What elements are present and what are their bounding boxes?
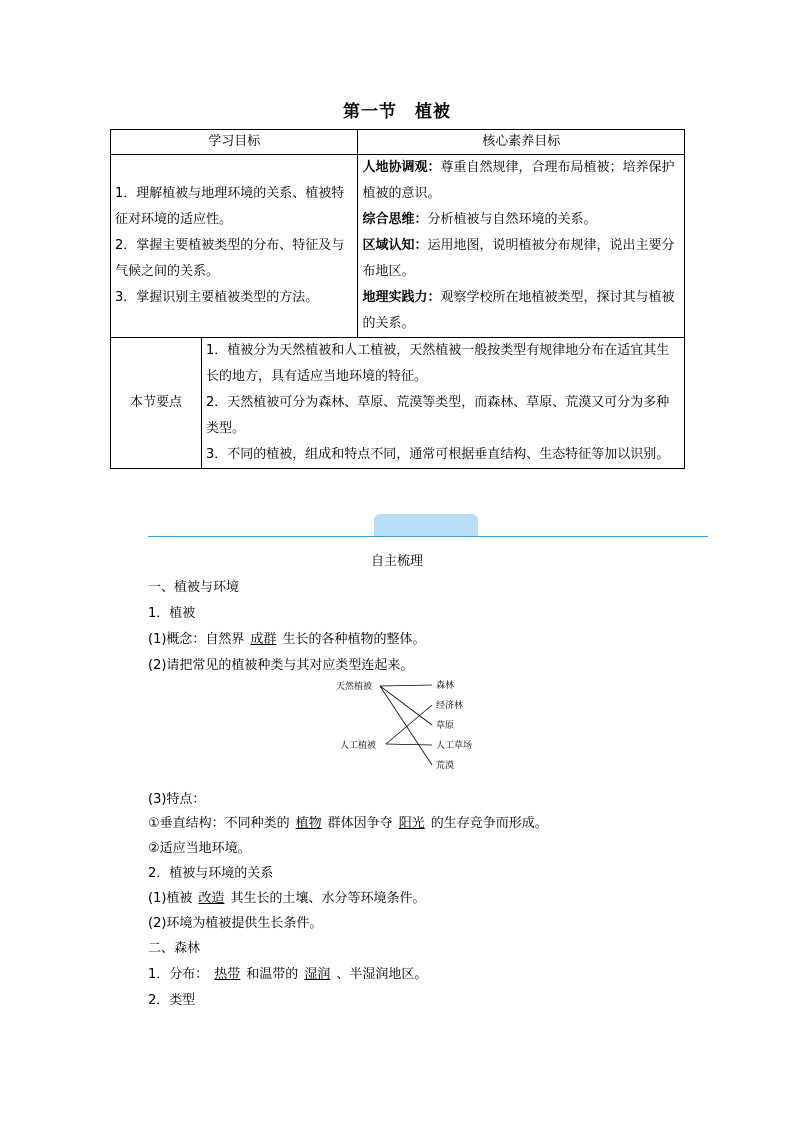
relation-2: (2)环境为植被提供生长条件。 (148, 916, 323, 931)
core-literacy-text: 尊重自然规律，合理布局植被；培养保护植被的意识。 (362, 160, 675, 201)
objectives-table (110, 129, 685, 469)
concept-suffix: 生长的各种植物的整体。 (282, 632, 426, 647)
connector-line (386, 705, 432, 744)
core-literacy-text: 运用地图，说明植被分布规律，说出主要分布地区。 (362, 238, 675, 279)
core-literacy-item (362, 285, 680, 337)
connector-line (386, 744, 432, 745)
fill-blank: 植物 (295, 816, 322, 831)
fill-blank: 阳光 (398, 816, 425, 831)
fill-blank: 成群 (250, 632, 277, 647)
learning-goals-cell (111, 155, 358, 338)
rel1-suffix: 其生长的土壤、水分等环境条件。 (230, 891, 426, 906)
core-literacy-label: 人地协调观： (362, 160, 441, 175)
key-point: 2．天然植被可分为森林、草原、荒漠等类型，而森林、草原、荒漠又可分为多种类型。 (206, 395, 670, 436)
heading-vegetation: 1．植被 (148, 606, 196, 621)
forest-types: 2．类型 (148, 993, 196, 1008)
section-title: 自主梳理 (370, 554, 423, 569)
core-literacy-cell (358, 155, 685, 338)
concept-prefix: (1)概念：自然界 (148, 632, 245, 647)
fill-blank: 热带 (214, 967, 241, 982)
diagram-right-forest: 森林 (436, 681, 455, 691)
core-literacy-item (362, 207, 680, 233)
dist-mid: 和温带的 (246, 967, 299, 982)
key-points-cell (202, 338, 685, 469)
banner-line (148, 536, 708, 537)
heading-forest: 二、森林 (148, 941, 201, 956)
rel1-prefix: (1)植被 (148, 891, 193, 906)
core-literacy-item (362, 233, 680, 285)
heading-relationship: 2．植被与环境的关系 (148, 866, 274, 881)
core-literacy-label: 区域认知： (362, 238, 428, 253)
forest-distribution (148, 963, 427, 982)
key-point: 1．植被分为天然植被和人工植被，天然植被一般按类型有规律地分布在适宜其生长的地方，具有适应当地环境的特征。 (206, 343, 670, 384)
concept-line (148, 628, 425, 647)
heading-vegetation-environment: 一、植被与环境 (148, 580, 240, 595)
core-literacy-label: 综合思维： (362, 212, 428, 227)
learning-goal: 1．理解植被与地理环境的关系、植被特征对环境的适应性。 (115, 186, 345, 227)
core-literacy-item (362, 155, 680, 207)
core-literacy-text: 观察学校所在地植被类型，探讨其与植被的关系。 (362, 290, 675, 331)
banner-tab (374, 514, 478, 536)
header-core-literacy: 核心素养目标 (358, 130, 685, 155)
learning-goal: 3．掌握识别主要植被类型的方法。 (115, 290, 319, 305)
core-literacy-label: 地理实践力： (362, 290, 441, 305)
connector-line (380, 685, 432, 686)
page-title: 第一节 植被 (343, 102, 451, 122)
diagram-left-natural: 天然植被 (336, 682, 373, 692)
section-banner (148, 512, 708, 538)
core-literacy-text: 分析植被与自然环境的关系。 (427, 212, 597, 227)
connector-line (380, 686, 432, 725)
connect-prompt: (2)请把常见的植被种类与其对应类型连起来。 (148, 658, 414, 673)
connector-line (380, 686, 432, 765)
feature1-prefix: ①垂直结构：不同种类的 (148, 816, 290, 831)
learning-goal: 2．掌握主要植被类型的分布、特征及与气候之间的关系。 (115, 238, 345, 279)
diagram-right-desert: 荒漠 (436, 761, 455, 771)
header-learning-goals: 学习目标 (111, 130, 358, 155)
diagram-left-artificial: 人工植被 (340, 741, 377, 751)
feature-adapt: ②适应当地环境。 (148, 841, 251, 856)
feature-vertical-structure (148, 812, 548, 831)
dist-prefix: 1．分布： (148, 967, 209, 982)
key-points-label: 本节要点 (111, 338, 202, 469)
diagram-right-artificial-grassland: 人工草场 (436, 741, 473, 751)
key-point: 3．不同的植被，组成和特点不同，通常可根据垂直结构、生态特征等加以识别。 (206, 447, 670, 462)
dist-suffix: 、半湿润地区。 (336, 967, 428, 982)
relation-1 (148, 887, 425, 906)
diagram-right-economic-forest: 经济林 (436, 701, 464, 711)
fill-blank: 改造 (198, 891, 225, 906)
feature1-mid: 群体因争夺 (327, 816, 393, 831)
diagram-right-grassland: 草原 (436, 721, 455, 731)
feature1-suffix: 的生存竞争而形成。 (430, 816, 548, 831)
fill-blank: 湿润 (304, 967, 331, 982)
features-title: (3)特点： (148, 792, 206, 807)
matching-diagram (330, 676, 490, 772)
